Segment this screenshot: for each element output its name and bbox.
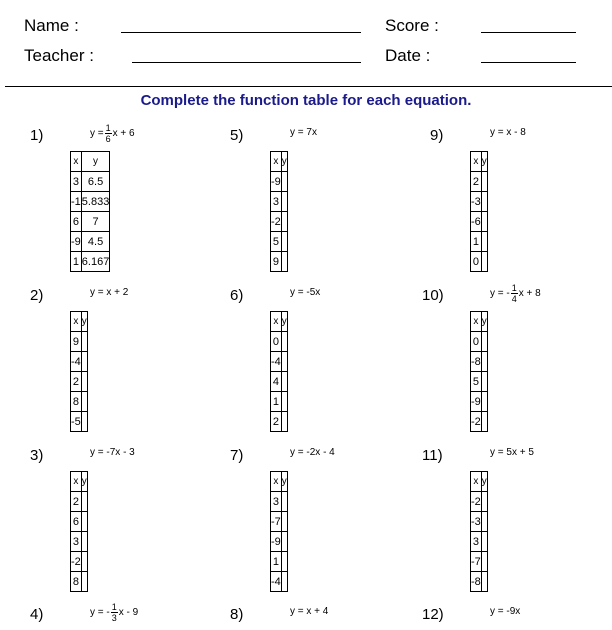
table-row bbox=[71, 172, 110, 192]
function-table bbox=[470, 151, 488, 272]
x-value: -7 bbox=[271, 512, 282, 532]
y-value[interactable] bbox=[81, 372, 87, 392]
problem-number: 1) bbox=[30, 127, 44, 144]
equation-suffix: x + 4 bbox=[306, 606, 329, 617]
y-value[interactable] bbox=[481, 372, 487, 392]
table-row bbox=[471, 332, 488, 352]
column-header-y: y bbox=[81, 472, 87, 492]
table-row bbox=[471, 372, 488, 392]
table-row bbox=[471, 512, 488, 532]
y-value[interactable] bbox=[81, 572, 87, 592]
y-value[interactable] bbox=[481, 232, 487, 252]
table-header-row bbox=[271, 472, 288, 492]
x-value: 0 bbox=[471, 332, 482, 352]
equation-prefix: y = bbox=[490, 127, 504, 138]
x-value: 0 bbox=[271, 332, 282, 352]
score-label: Score : bbox=[385, 16, 439, 35]
x-value: 4 bbox=[271, 372, 282, 392]
column-header-x: x bbox=[71, 312, 82, 332]
equation-suffix: -9x bbox=[506, 606, 521, 617]
y-value[interactable] bbox=[81, 412, 87, 432]
x-value: -5 bbox=[71, 412, 82, 432]
y-value[interactable] bbox=[481, 552, 487, 572]
y-value[interactable] bbox=[81, 352, 87, 372]
table-row bbox=[71, 412, 88, 432]
table-header-row bbox=[471, 312, 488, 332]
teacher-field[interactable] bbox=[132, 62, 361, 63]
table-row bbox=[271, 212, 288, 232]
problem-number: 6) bbox=[230, 287, 244, 304]
x-value: 9 bbox=[271, 252, 282, 272]
equation-suffix: -5x bbox=[306, 287, 321, 298]
column-header-x: x bbox=[71, 152, 82, 172]
column-header-y: y bbox=[81, 152, 110, 172]
y-value[interactable] bbox=[281, 172, 287, 192]
y-value[interactable] bbox=[481, 172, 487, 192]
column-header-y: y bbox=[281, 472, 287, 492]
table-row bbox=[471, 572, 488, 592]
table-row bbox=[471, 492, 488, 512]
table-row bbox=[71, 492, 88, 512]
x-value: 6 bbox=[71, 512, 82, 532]
table-row bbox=[271, 172, 288, 192]
column-header-y: y bbox=[481, 312, 487, 332]
table-row bbox=[271, 512, 288, 532]
table-row bbox=[471, 172, 488, 192]
x-value: -8 bbox=[471, 572, 482, 592]
problem-number: 4) bbox=[30, 606, 44, 623]
column-header-x: x bbox=[271, 312, 282, 332]
table-row bbox=[271, 332, 288, 352]
problem-number: 10) bbox=[422, 287, 444, 304]
y-value: 7 bbox=[81, 212, 110, 232]
column-header-x: x bbox=[471, 312, 482, 332]
y-value[interactable] bbox=[281, 492, 287, 512]
x-value: 1 bbox=[471, 232, 482, 252]
x-value: 3 bbox=[71, 172, 82, 192]
equation bbox=[90, 447, 135, 471]
table-header-row bbox=[471, 152, 488, 172]
y-value[interactable] bbox=[481, 192, 487, 212]
score-field[interactable] bbox=[481, 32, 576, 33]
y-value[interactable] bbox=[81, 512, 87, 532]
table-row bbox=[271, 352, 288, 372]
y-value[interactable] bbox=[481, 392, 487, 412]
y-value[interactable] bbox=[281, 192, 287, 212]
column-header-y: y bbox=[81, 312, 87, 332]
table-header-row bbox=[471, 472, 488, 492]
teacher-label: Teacher : bbox=[24, 46, 94, 65]
equation bbox=[490, 606, 520, 630]
x-value: -2 bbox=[271, 212, 282, 232]
y-value[interactable] bbox=[281, 212, 287, 232]
column-header-x: x bbox=[71, 472, 82, 492]
equation bbox=[90, 287, 128, 311]
header-divider bbox=[5, 86, 612, 87]
equation-suffix: 7x bbox=[306, 127, 317, 138]
y-value[interactable] bbox=[481, 212, 487, 232]
table-row bbox=[271, 252, 288, 272]
table-row bbox=[471, 212, 488, 232]
table-row bbox=[71, 252, 110, 272]
equation bbox=[290, 447, 335, 471]
fraction-denominator: 6 bbox=[105, 134, 111, 144]
y-value: 6.167 bbox=[81, 252, 110, 272]
x-value: -7 bbox=[471, 552, 482, 572]
y-value[interactable] bbox=[281, 572, 287, 592]
x-value: -9 bbox=[271, 532, 282, 552]
table-row bbox=[71, 372, 88, 392]
x-value: 1 bbox=[71, 252, 82, 272]
table-row bbox=[71, 552, 88, 572]
x-value: 9 bbox=[71, 332, 82, 352]
y-value[interactable] bbox=[281, 232, 287, 252]
y-value[interactable] bbox=[281, 412, 287, 432]
equation-prefix: y = bbox=[90, 287, 104, 298]
x-value: 3 bbox=[471, 532, 482, 552]
y-value[interactable] bbox=[281, 252, 287, 272]
x-value: 5 bbox=[471, 372, 482, 392]
equation-prefix: y = - bbox=[490, 288, 510, 299]
date-label: Date : bbox=[385, 46, 431, 65]
equation-prefix: y = - bbox=[90, 607, 110, 618]
table-header-row bbox=[71, 472, 88, 492]
x-value: -6 bbox=[471, 212, 482, 232]
equation-prefix: y = bbox=[90, 447, 104, 458]
problem-number: 2) bbox=[30, 287, 44, 304]
equation-suffix: -7x - 3 bbox=[106, 447, 135, 458]
table-row bbox=[71, 352, 88, 372]
y-value[interactable] bbox=[81, 332, 87, 352]
table-header-row bbox=[271, 312, 288, 332]
table-row bbox=[271, 412, 288, 432]
fraction-denominator: 3 bbox=[111, 613, 117, 623]
equation bbox=[490, 447, 534, 471]
name-label: Name : bbox=[24, 16, 79, 35]
equation bbox=[290, 127, 317, 151]
table-row bbox=[471, 352, 488, 372]
equation-fraction bbox=[111, 602, 118, 623]
table-row bbox=[271, 552, 288, 572]
y-value: 4.5 bbox=[81, 232, 110, 252]
y-value: 6.5 bbox=[81, 172, 110, 192]
y-value[interactable] bbox=[281, 532, 287, 552]
table-header-row bbox=[271, 152, 288, 172]
x-value: -2 bbox=[471, 412, 482, 432]
y-value[interactable] bbox=[281, 392, 287, 412]
y-value[interactable] bbox=[281, 552, 287, 572]
table-row bbox=[71, 512, 88, 532]
equation-suffix: x - 9 bbox=[118, 607, 139, 618]
problem-number: 9) bbox=[430, 127, 444, 144]
fraction-numerator: 1 bbox=[105, 123, 111, 133]
x-value: 2 bbox=[71, 492, 82, 512]
table-row bbox=[71, 192, 110, 212]
function-table bbox=[70, 151, 110, 272]
y-value[interactable] bbox=[481, 352, 487, 372]
equation-prefix: y = bbox=[490, 447, 504, 458]
table-header-row bbox=[71, 152, 110, 172]
y-value[interactable] bbox=[281, 332, 287, 352]
x-value: -4 bbox=[71, 352, 82, 372]
function-table bbox=[270, 311, 288, 432]
table-row bbox=[271, 532, 288, 552]
equation-prefix: y = bbox=[290, 447, 304, 458]
y-value[interactable] bbox=[81, 552, 87, 572]
equation-suffix: x + 6 bbox=[112, 128, 135, 139]
table-row bbox=[471, 192, 488, 212]
table-row bbox=[71, 232, 110, 252]
y-value[interactable] bbox=[481, 252, 487, 272]
y-value[interactable] bbox=[481, 332, 487, 352]
column-header-x: x bbox=[471, 472, 482, 492]
y-value[interactable] bbox=[281, 512, 287, 532]
equation-prefix: y = bbox=[290, 287, 304, 298]
table-row bbox=[471, 552, 488, 572]
equation bbox=[90, 123, 135, 147]
problem-number: 11) bbox=[422, 447, 443, 464]
x-value: 1 bbox=[271, 552, 282, 572]
x-value: 2 bbox=[471, 172, 482, 192]
function-table bbox=[70, 471, 88, 592]
column-header-y: y bbox=[481, 152, 487, 172]
column-header-x: x bbox=[471, 152, 482, 172]
equation-suffix: -2x - 4 bbox=[306, 447, 335, 458]
x-value: -3 bbox=[471, 192, 482, 212]
fraction-denominator: 4 bbox=[511, 294, 517, 304]
function-table bbox=[270, 471, 288, 592]
x-value: 3 bbox=[271, 492, 282, 512]
y-value[interactable] bbox=[481, 412, 487, 432]
equation-fraction bbox=[105, 123, 112, 144]
x-value: -9 bbox=[271, 172, 282, 192]
equation-prefix: y = bbox=[290, 127, 304, 138]
table-row bbox=[71, 572, 88, 592]
equation-suffix: x + 2 bbox=[106, 287, 129, 298]
problem-number: 8) bbox=[230, 606, 244, 623]
x-value: 8 bbox=[71, 572, 82, 592]
equation bbox=[490, 283, 541, 307]
x-value: 2 bbox=[71, 372, 82, 392]
table-row bbox=[471, 252, 488, 272]
x-value: 3 bbox=[71, 532, 82, 552]
date-field[interactable] bbox=[481, 62, 576, 63]
x-value: -4 bbox=[271, 352, 282, 372]
table-row bbox=[71, 332, 88, 352]
x-value: 1 bbox=[271, 392, 282, 412]
function-table bbox=[70, 311, 88, 432]
fraction-numerator: 1 bbox=[111, 602, 117, 612]
table-row bbox=[271, 492, 288, 512]
y-value[interactable] bbox=[281, 372, 287, 392]
problem-number: 7) bbox=[230, 447, 244, 464]
equation bbox=[90, 602, 138, 626]
x-value: -8 bbox=[471, 352, 482, 372]
table-row bbox=[71, 532, 88, 552]
equation-suffix: 5x + 5 bbox=[506, 447, 534, 458]
column-header-x: x bbox=[271, 472, 282, 492]
y-value[interactable] bbox=[481, 572, 487, 592]
equation bbox=[290, 287, 320, 311]
column-header-y: y bbox=[281, 152, 287, 172]
column-header-x: x bbox=[271, 152, 282, 172]
equation bbox=[290, 606, 328, 630]
x-value: 5 bbox=[271, 232, 282, 252]
problem-number: 5) bbox=[230, 127, 244, 144]
x-value: 8 bbox=[71, 392, 82, 412]
table-row bbox=[271, 572, 288, 592]
x-value: 2 bbox=[271, 412, 282, 432]
name-field[interactable] bbox=[121, 32, 361, 33]
equation-fraction bbox=[511, 283, 518, 304]
column-header-y: y bbox=[281, 312, 287, 332]
y-value[interactable] bbox=[481, 492, 487, 512]
y-value[interactable] bbox=[81, 492, 87, 512]
table-row bbox=[471, 532, 488, 552]
equation-prefix: y = bbox=[290, 606, 304, 617]
equation-prefix: y = bbox=[90, 128, 104, 139]
table-row bbox=[471, 232, 488, 252]
x-value: 6 bbox=[71, 212, 82, 232]
x-value: -4 bbox=[271, 572, 282, 592]
y-value[interactable] bbox=[81, 532, 87, 552]
table-header-row bbox=[71, 312, 88, 332]
y-value[interactable] bbox=[481, 512, 487, 532]
x-value: -9 bbox=[471, 392, 482, 412]
equation-suffix: x + 8 bbox=[518, 288, 541, 299]
column-header-y: y bbox=[481, 472, 487, 492]
x-value: -1 bbox=[71, 192, 82, 212]
table-row bbox=[271, 392, 288, 412]
table-row bbox=[71, 212, 110, 232]
function-table bbox=[270, 151, 288, 272]
x-value: -2 bbox=[471, 492, 482, 512]
x-value: 0 bbox=[471, 252, 482, 272]
y-value: 5.833 bbox=[81, 192, 110, 212]
y-value[interactable] bbox=[81, 392, 87, 412]
table-row bbox=[471, 412, 488, 432]
y-value[interactable] bbox=[281, 352, 287, 372]
equation bbox=[490, 127, 526, 151]
table-row bbox=[471, 392, 488, 412]
problem-number: 3) bbox=[30, 447, 44, 464]
y-value[interactable] bbox=[481, 532, 487, 552]
function-table bbox=[470, 471, 488, 592]
table-row bbox=[71, 392, 88, 412]
fraction-numerator: 1 bbox=[511, 283, 517, 293]
x-value: -2 bbox=[71, 552, 82, 572]
x-value: -3 bbox=[471, 512, 482, 532]
problem-number: 12) bbox=[422, 606, 444, 623]
equation-suffix: x - 8 bbox=[506, 127, 526, 138]
equation-prefix: y = bbox=[490, 606, 504, 617]
table-row bbox=[271, 372, 288, 392]
x-value: 3 bbox=[271, 192, 282, 212]
instructions: Complete the function table for each equation. bbox=[140, 92, 472, 109]
x-value: -9 bbox=[71, 232, 82, 252]
function-table bbox=[470, 311, 488, 432]
table-row bbox=[271, 232, 288, 252]
table-row bbox=[271, 192, 288, 212]
